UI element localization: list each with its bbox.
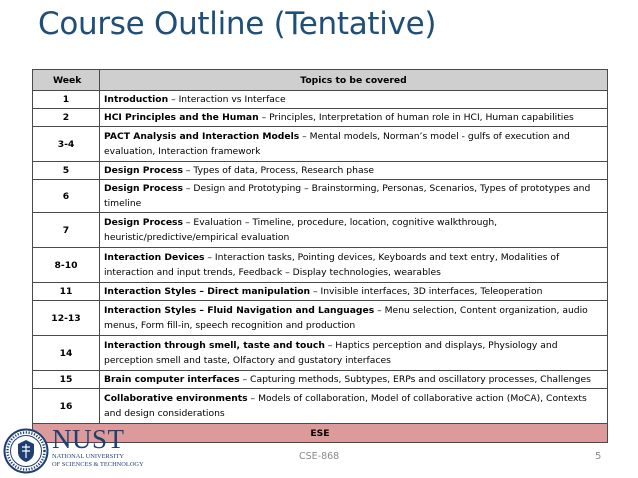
- topic-details: – Interaction vs Interface: [168, 94, 286, 105]
- topic-cell: [100, 283, 608, 301]
- university-branding: [52, 426, 144, 469]
- topic-details: – Design and Prototyping – Brainstorming, Personas, Scenarios, Types of prototypes and timeline: [104, 183, 591, 209]
- topic-heading: Brain computer interfaces: [104, 374, 240, 385]
- table-row: [33, 336, 608, 371]
- topic-cell: [100, 162, 608, 180]
- table-row: [33, 248, 608, 283]
- topic-cell: [100, 248, 608, 283]
- topic-heading: Interaction Styles – Fluid Navigation and Languages: [104, 305, 375, 316]
- topic-details: – Models of collaboration, Model of collaborative action (MoCA), Contexts and design considerations: [104, 393, 587, 419]
- topic-cell: [100, 371, 608, 389]
- table-row: [33, 213, 608, 248]
- week-cell: 14: [33, 336, 100, 371]
- topic-cell: [100, 301, 608, 336]
- topic-cell: [100, 213, 608, 248]
- topic-cell: [100, 127, 608, 162]
- topic-heading: HCI Principles and the Human: [104, 112, 259, 123]
- topic-details: – Types of data, Process, Research phase: [182, 165, 375, 176]
- topic-heading: PACT Analysis and Interaction Models: [104, 131, 300, 142]
- week-cell: 11: [33, 283, 100, 301]
- topic-heading: Design Process: [104, 217, 183, 228]
- footer-course-code: CSE-868: [299, 451, 340, 462]
- week-cell: 7: [33, 213, 100, 248]
- topic-cell: [100, 109, 608, 127]
- topic-heading: Design Process: [104, 165, 183, 176]
- topic-details: – Evaluation – Timeline, procedure, location, cognitive walkthrough, heuristic/predictive/empirical evaluation: [104, 217, 498, 243]
- brand-name: NUST: [52, 424, 125, 454]
- week-column-header: Week: [33, 70, 100, 91]
- topic-heading: Interaction Styles – Direct manipulation: [104, 286, 311, 297]
- slide-title: Course Outline (Tentative): [38, 6, 437, 42]
- table-row: [33, 180, 608, 213]
- table-header-row: [33, 70, 608, 91]
- table-row: [33, 91, 608, 109]
- topic-cell: [100, 389, 608, 424]
- course-outline-table: [32, 69, 608, 443]
- topic-cell: [100, 336, 608, 371]
- topics-column-header: Topics to be covered: [100, 70, 608, 91]
- week-cell: 2: [33, 109, 100, 127]
- topic-heading: Introduction: [104, 94, 169, 105]
- topic-heading: Collaborative environments: [104, 393, 248, 404]
- week-cell: 3-4: [33, 127, 100, 162]
- week-cell: 6: [33, 180, 100, 213]
- topic-details: – Haptics perception and displays, Physiology and perception smell and taste, Olfactory and gustatory interfaces: [104, 340, 558, 366]
- week-cell: 16: [33, 389, 100, 424]
- table-row: [33, 127, 608, 162]
- topic-heading: Interaction through smell, taste and touch: [104, 340, 325, 351]
- topic-details: – Capturing methods, Subtypes, ERPs and oscillatory processes, Challenges: [239, 374, 591, 385]
- brand-subtitle-line2: OF SCIENCES & TECHNOLOGY: [52, 461, 144, 468]
- topic-details: – Invisible interfaces, 3D interfaces, Teleoperation: [310, 286, 543, 297]
- brand-subtitle-line1: NATIONAL UNIVERSITY: [52, 453, 125, 460]
- ese-cell: ESE: [33, 424, 608, 443]
- page-number: 5: [595, 451, 602, 462]
- topic-details: – Principles, Interpretation of human role in HCI, Human capabilities: [258, 112, 574, 123]
- table-row: [33, 301, 608, 336]
- week-cell: 1: [33, 91, 100, 109]
- topic-cell: [100, 91, 608, 109]
- table-row: [33, 162, 608, 180]
- week-cell: 12-13: [33, 301, 100, 336]
- topic-heading: Design Process: [104, 183, 183, 194]
- week-cell: 15: [33, 371, 100, 389]
- table-row: [33, 371, 608, 389]
- topic-details: – Mental models, Norman’s model - gulfs of execution and evaluation, Interaction framework: [104, 131, 570, 157]
- table-row: [33, 109, 608, 127]
- nust-crest-logo: [3, 428, 49, 474]
- topic-heading: Interaction Devices: [104, 252, 205, 263]
- week-cell: 8-10: [33, 248, 100, 283]
- table-row: [33, 283, 608, 301]
- topic-details: – Interaction tasks, Pointing devices, Keyboards and text entry, Modalities of interaction and input trends, Feedback – Display technologies, wearables: [104, 252, 560, 278]
- table-row: [33, 389, 608, 424]
- topic-details: – Menu selection, Content organization, audio menus, Form fill-in, speech recognition and production: [104, 305, 588, 331]
- topic-cell: [100, 180, 608, 213]
- week-cell: 5: [33, 162, 100, 180]
